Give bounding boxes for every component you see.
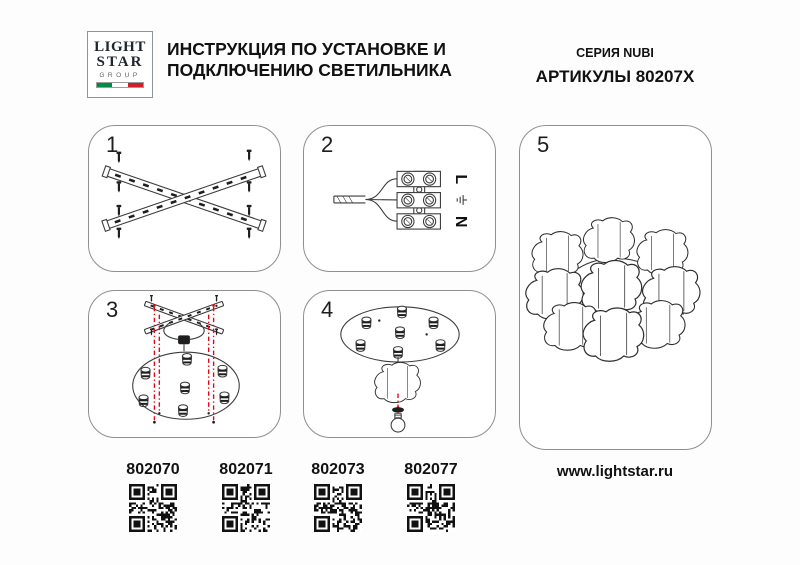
article-column (200, 461, 292, 537)
qr-code (407, 484, 455, 532)
base-alignment-diagram (89, 291, 280, 437)
step-number-5: 5 (537, 132, 550, 157)
mounting-rails-diagram (89, 126, 280, 271)
article-column (292, 461, 384, 537)
italian-flag-bar (97, 83, 143, 87)
step-panel-5 (519, 125, 712, 450)
fixing-collar (392, 407, 404, 413)
connector-plug (178, 335, 190, 344)
article-code: 802077 (404, 461, 458, 478)
logo-word-star: STAR (96, 54, 144, 70)
flag-white-segment (112, 83, 127, 87)
lightstar-logo (87, 31, 153, 98)
step-panel-4 (303, 290, 496, 438)
website-url: www.lightstar.ru (556, 463, 674, 480)
article-code: 802071 (219, 461, 273, 478)
article-code: 802070 (126, 461, 180, 478)
light-bulb (391, 414, 405, 432)
step-panel-1 (88, 125, 281, 272)
article-column (385, 461, 477, 537)
shade-mounting-diagram (304, 291, 495, 437)
qr-code (314, 484, 362, 532)
step-panel-2 (303, 125, 496, 272)
terminal-row-neutral (397, 214, 440, 229)
assembled-chandelier-drawing (520, 126, 711, 449)
page-title-line2: ПОДКЛЮЧЕНИЮ СВЕТИЛЬНИКА (167, 60, 452, 80)
logo-word-light: LIGHT (94, 39, 146, 55)
page-title-line1: ИНСТРУКЦИЯ ПО УСТАНОВКЕ И (167, 39, 446, 59)
step-panel-3 (88, 290, 281, 438)
terminal-row-earth (397, 193, 440, 208)
qr-code (129, 484, 177, 532)
step-number-1: 1 (106, 132, 119, 157)
step-number-4: 4 (321, 297, 334, 322)
series-label: СЕРИЯ NUBI (576, 46, 654, 60)
flag-green-segment (97, 83, 112, 87)
page-title (167, 39, 467, 81)
step-number-2: 2 (321, 132, 334, 157)
step-number-3: 3 (106, 297, 119, 322)
logo-word-group: GROUP (99, 72, 141, 79)
earth-ground-icon (457, 195, 467, 205)
article-column (107, 461, 199, 537)
articles-label: АРТИКУЛЫ 80207X (535, 67, 695, 86)
qr-code (222, 484, 270, 532)
article-code: 802073 (311, 461, 365, 478)
wiring-diagram (304, 126, 495, 271)
series-block (515, 46, 715, 87)
live-label: L (452, 174, 470, 185)
flag-red-segment (128, 83, 143, 87)
neutral-label: N (452, 215, 470, 228)
terminal-row-live (397, 171, 440, 186)
